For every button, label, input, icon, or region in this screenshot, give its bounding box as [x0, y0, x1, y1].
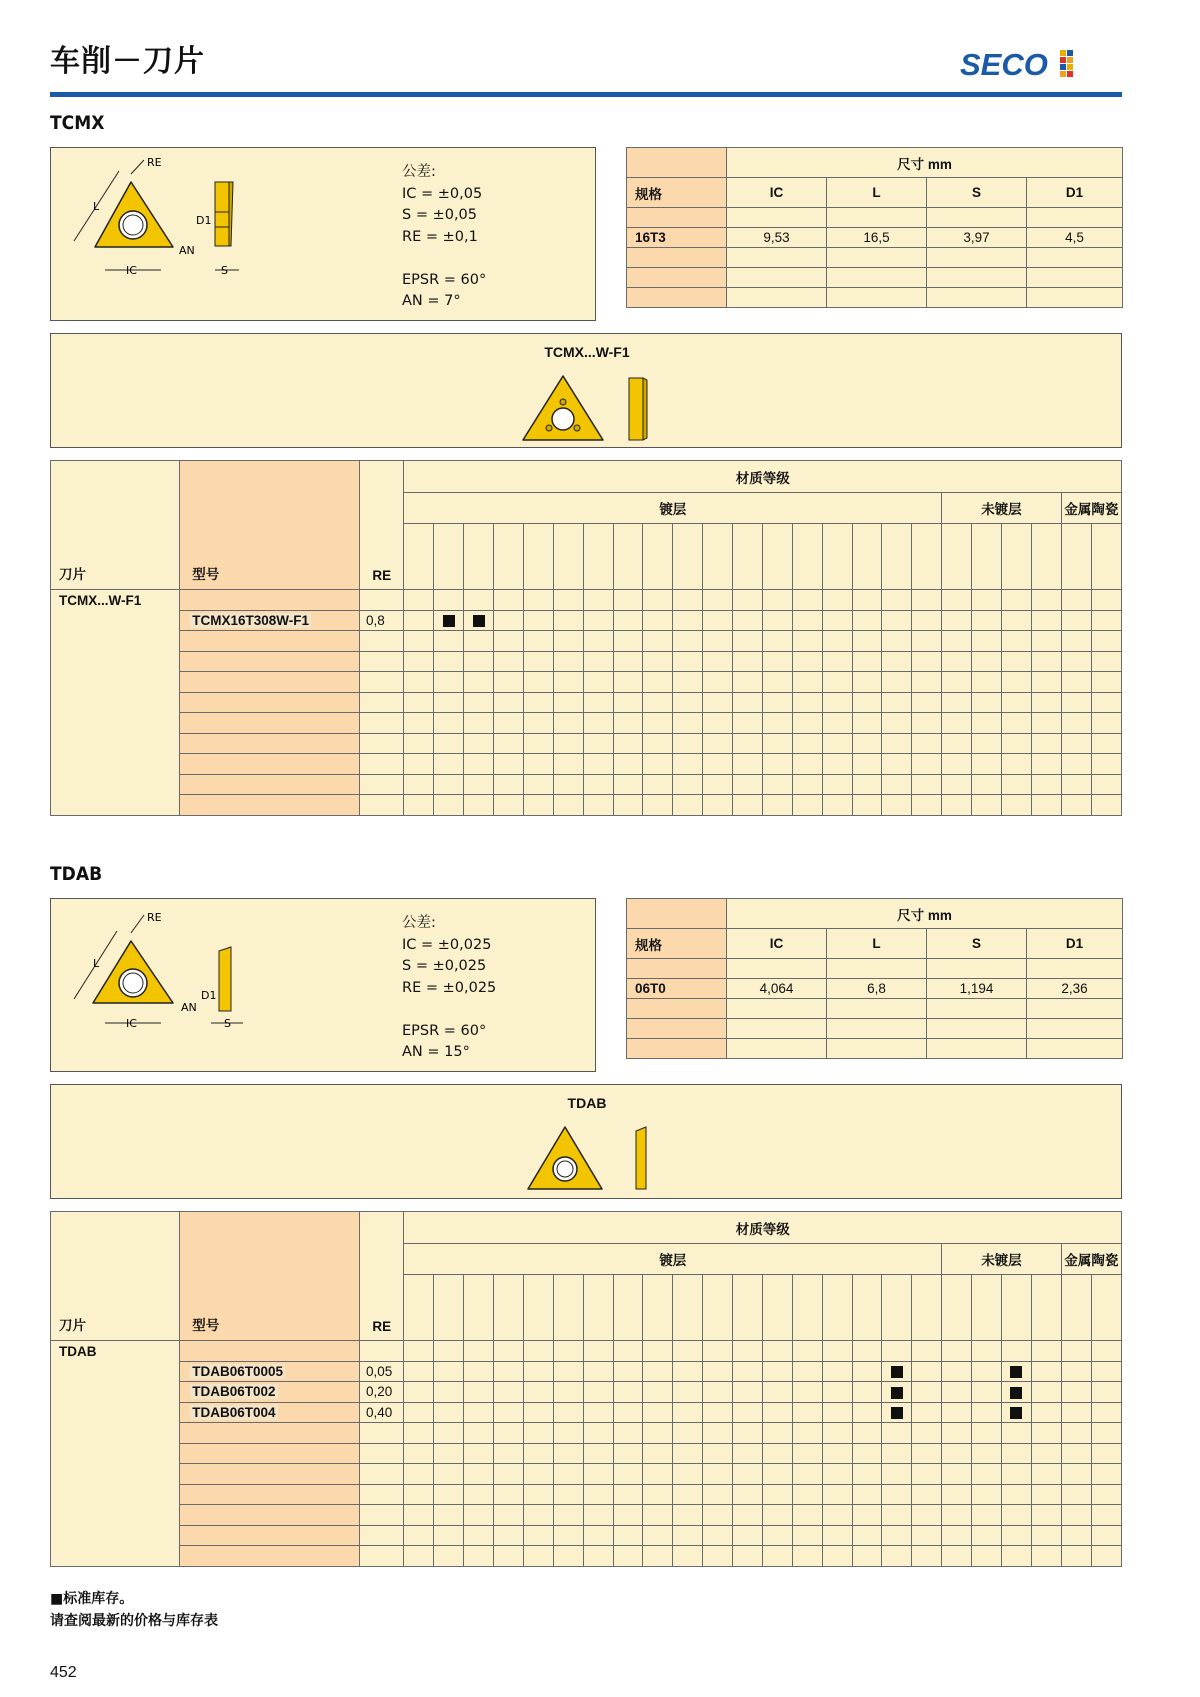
seco-logo	[960, 46, 1075, 82]
grade-cell	[523, 610, 553, 631]
grade-cell	[1031, 1402, 1061, 1423]
grade-header	[1001, 1275, 1031, 1341]
grade-header	[1001, 524, 1031, 590]
grade-cell	[792, 610, 822, 631]
grade-cell	[792, 1361, 822, 1382]
grade-cell	[972, 1402, 1002, 1423]
grade-header	[404, 524, 434, 590]
grade-cell	[494, 1361, 524, 1382]
grade-header	[733, 524, 763, 590]
grade-header	[1091, 524, 1121, 590]
grade-cell	[792, 1402, 822, 1423]
grade-cell	[553, 1361, 583, 1382]
grade-header	[1031, 524, 1061, 590]
grade-header	[703, 1275, 733, 1341]
grade-header	[553, 1275, 583, 1341]
grade-cell	[613, 1382, 643, 1403]
stock-mark-icon	[891, 1366, 903, 1378]
grade-cell	[673, 1361, 703, 1382]
grade-cell	[464, 1382, 494, 1403]
grade-cell	[762, 610, 792, 631]
grade-cell	[583, 610, 613, 631]
grade-header	[762, 524, 792, 590]
tdab-tolerance: 公差: IC = ±0,025 S = ±0,025 RE = ±0,025 EPSR = 60° AN = 15°	[402, 915, 497, 1060]
table-row	[51, 1382, 1122, 1403]
grade-cell	[643, 610, 673, 631]
svg-text:IC: IC	[126, 1017, 137, 1030]
grade-cell	[643, 1382, 673, 1403]
grade-cell	[464, 1361, 494, 1382]
stock-mark-icon	[1010, 1407, 1022, 1419]
grade-cell	[404, 1402, 434, 1423]
grade-header	[792, 524, 822, 590]
re-cell: 0,8	[360, 610, 404, 631]
grade-header	[1061, 524, 1091, 590]
svg-text:S: S	[224, 1017, 231, 1030]
grade-cell	[583, 1402, 613, 1423]
grade-cell	[882, 1382, 912, 1403]
table-row	[51, 610, 1122, 631]
svg-text:IC: IC	[126, 264, 137, 277]
grade-cell	[1061, 1382, 1091, 1403]
geometry-label: TDAB	[567, 1095, 607, 1111]
tdab-geometry-panel	[50, 1084, 1122, 1199]
stock-mark-icon	[1010, 1366, 1022, 1378]
grade-cell	[583, 1361, 613, 1382]
page-number: 452	[50, 1664, 77, 1681]
grade-cell	[762, 1361, 792, 1382]
grade-cell	[673, 610, 703, 631]
stock-mark-icon	[473, 615, 485, 627]
grade-header	[972, 524, 1002, 590]
grade-cell	[733, 1382, 763, 1403]
grade-cell	[912, 610, 942, 631]
table-row	[51, 713, 1122, 734]
tcmx-geometry-drawing	[521, 372, 671, 444]
svg-text:D1: D1	[201, 989, 217, 1002]
grade-header	[972, 1275, 1002, 1341]
table-row	[51, 1443, 1122, 1464]
grade-cell	[434, 1382, 464, 1403]
geometry-label: TCMX...W-F1	[544, 344, 630, 360]
tcmx-drawing-panel	[50, 147, 596, 321]
grade-cell	[1091, 610, 1121, 631]
grade-cell	[464, 610, 494, 631]
grade-cell	[434, 1361, 464, 1382]
grade-cell	[942, 610, 972, 631]
grade-cell	[553, 610, 583, 631]
grade-header	[882, 1275, 912, 1341]
table-row	[51, 1484, 1122, 1505]
grade-header	[792, 1275, 822, 1341]
grade-cell	[822, 610, 852, 631]
grade-cell	[733, 1402, 763, 1423]
grade-header	[643, 1275, 673, 1341]
grade-cell	[822, 1382, 852, 1403]
grade-cell	[1031, 1382, 1061, 1403]
grade-header	[434, 1275, 464, 1341]
model-cell: TDAB06T0005	[180, 1361, 360, 1382]
grade-cell	[882, 610, 912, 631]
grade-cell	[762, 1382, 792, 1403]
table-row	[51, 754, 1122, 775]
header-rule	[50, 92, 1122, 97]
grade-header	[523, 524, 553, 590]
svg-text:D1: D1	[196, 214, 212, 227]
grade-cell	[583, 1382, 613, 1403]
grade-header	[404, 1275, 434, 1341]
grade-header	[1091, 1275, 1121, 1341]
grade-cell	[1061, 1361, 1091, 1382]
grade-header	[583, 524, 613, 590]
grade-cell	[1001, 1402, 1031, 1423]
grade-cell	[434, 610, 464, 631]
footer-legend: ■标准库存。	[50, 1591, 134, 1607]
grade-cell	[434, 1402, 464, 1423]
grade-cell	[912, 1402, 942, 1423]
grade-header	[494, 524, 524, 590]
grade-cell	[703, 1402, 733, 1423]
table-row: TCMX...W-F1	[51, 590, 1122, 611]
grade-cell	[703, 610, 733, 631]
stock-mark-icon	[443, 615, 455, 627]
dim-row: 06T0 4,064 6,8 1,194 2,36	[627, 979, 1123, 999]
table-row	[51, 651, 1122, 672]
model-cell: TDAB06T004	[180, 1402, 360, 1423]
grade-cell	[972, 1361, 1002, 1382]
table-row	[51, 692, 1122, 713]
page-title: 车削－刀片	[50, 44, 205, 79]
grade-header	[762, 1275, 792, 1341]
grade-header	[942, 524, 972, 590]
table-row	[51, 1464, 1122, 1485]
model-cell: TCMX16T308W-F1	[180, 610, 360, 631]
grade-header	[852, 1275, 882, 1341]
stock-mark-icon	[891, 1387, 903, 1399]
table-row	[51, 774, 1122, 795]
grade-cell	[972, 1382, 1002, 1403]
grade-cell	[1001, 1382, 1031, 1403]
stock-mark-icon	[891, 1407, 903, 1419]
grade-cell	[912, 1382, 942, 1403]
table-row	[51, 1361, 1122, 1382]
grade-cell	[613, 1402, 643, 1423]
grade-header	[494, 1275, 524, 1341]
grade-cell	[762, 1402, 792, 1423]
grade-header	[553, 524, 583, 590]
grade-cell	[733, 1361, 763, 1382]
grade-cell	[494, 1382, 524, 1403]
table-row: TDAB	[51, 1341, 1122, 1362]
tcmx-insert-drawing	[69, 154, 279, 284]
grade-header	[434, 524, 464, 590]
section-title-tcmx: TCMX	[50, 112, 105, 134]
grade-cell	[613, 610, 643, 631]
grade-cell	[942, 1402, 972, 1423]
grade-cell	[1001, 610, 1031, 631]
stock-mark-icon	[1010, 1387, 1022, 1399]
grade-cell	[1031, 1361, 1061, 1382]
tdab-drawing-panel	[50, 898, 596, 1072]
grade-header	[912, 1275, 942, 1341]
footer-note: 请查阅最新的价格与库存表	[50, 1613, 218, 1629]
grade-cell	[523, 1402, 553, 1423]
grade-cell	[1001, 1361, 1031, 1382]
grade-cell	[882, 1361, 912, 1382]
grade-header	[1061, 1275, 1091, 1341]
tcmx-tolerance: 公差: IC = ±0,05 S = ±0,05 RE = ±0,1 EPSR = 60° AN = 7°	[402, 164, 487, 309]
grade-cell	[852, 1361, 882, 1382]
grade-cell	[1091, 1361, 1121, 1382]
grade-header	[942, 1275, 972, 1341]
grade-header	[733, 1275, 763, 1341]
grade-header	[464, 524, 494, 590]
grade-cell	[494, 1402, 524, 1423]
grade-cell	[912, 1361, 942, 1382]
grade-cell	[1061, 1402, 1091, 1423]
table-row	[51, 631, 1122, 652]
grade-cell	[553, 1382, 583, 1403]
tdab-dimension-table: 尺寸 mm 规格 IC L S D1 06T0 4,064 6,8 1,194 2,36	[626, 898, 1123, 1059]
grade-header	[822, 1275, 852, 1341]
model-cell: TDAB06T002	[180, 1382, 360, 1403]
svg-text:AN: AN	[181, 1001, 197, 1014]
grade-cell	[882, 1402, 912, 1423]
grade-header	[703, 524, 733, 590]
grade-cell	[643, 1361, 673, 1382]
table-row	[51, 1402, 1122, 1423]
re-cell: 0,05	[360, 1361, 404, 1382]
grade-header	[1031, 1275, 1061, 1341]
grade-cell	[523, 1361, 553, 1382]
table-row	[51, 795, 1122, 816]
grade-cell	[1091, 1402, 1121, 1423]
tdab-geometry-drawing	[526, 1123, 676, 1195]
svg-text:L: L	[93, 957, 100, 970]
grade-cell	[852, 610, 882, 631]
grade-cell	[494, 610, 524, 631]
grade-cell	[404, 1361, 434, 1382]
grade-cell	[404, 1382, 434, 1403]
grade-cell	[942, 1382, 972, 1403]
tcmx-geometry-panel	[50, 333, 1122, 448]
svg-text:AN: AN	[179, 244, 195, 257]
grade-header	[643, 524, 673, 590]
grade-cell	[792, 1382, 822, 1403]
grade-cell	[703, 1361, 733, 1382]
grade-cell	[523, 1382, 553, 1403]
grade-cell	[464, 1402, 494, 1423]
re-cell: 0,20	[360, 1382, 404, 1403]
tcmx-dimension-table: 尺寸 mm 规格 IC L S D1 16T3 9,53 16,5 3,97 4,5	[626, 147, 1123, 308]
svg-text:RE: RE	[147, 156, 162, 169]
grade-header	[673, 1275, 703, 1341]
grade-header	[613, 1275, 643, 1341]
grade-cell	[673, 1382, 703, 1403]
grade-cell	[613, 1361, 643, 1382]
re-cell: 0,40	[360, 1402, 404, 1423]
tdab-insert-drawing	[69, 905, 279, 1035]
grade-header	[523, 1275, 553, 1341]
grade-cell	[972, 610, 1002, 631]
table-row	[51, 1546, 1122, 1567]
grade-header	[822, 524, 852, 590]
grade-header	[882, 524, 912, 590]
grade-header	[852, 524, 882, 590]
grade-cell	[404, 610, 434, 631]
grade-cell	[822, 1402, 852, 1423]
tdab-grade-table: 刀片 型号 RE 材质等级 镀层 未镀层 金属陶瓷 TDAB TDAB06T0005 0,05 TDAB06T002 0,20 TDAB06T004 0,40	[50, 1211, 1122, 1567]
table-row	[51, 1525, 1122, 1546]
grade-header	[583, 1275, 613, 1341]
tcmx-grade-table: 刀片 型号 RE 材质等级 镀层 未镀层 金属陶瓷 TCMX...W-F1 TCMX16T308W-F1 0,8	[50, 460, 1122, 816]
grade-header	[464, 1275, 494, 1341]
svg-text:SECO: SECO	[960, 47, 1048, 82]
svg-text:S: S	[221, 264, 228, 277]
grade-cell	[852, 1402, 882, 1423]
table-row	[51, 1505, 1122, 1526]
section-title-tdab: TDAB	[50, 863, 103, 885]
svg-text:RE: RE	[147, 911, 162, 924]
grade-cell	[942, 1361, 972, 1382]
grade-header	[912, 524, 942, 590]
grade-cell	[643, 1402, 673, 1423]
grade-header	[673, 524, 703, 590]
table-row	[51, 672, 1122, 693]
grade-header	[613, 524, 643, 590]
grade-cell	[822, 1361, 852, 1382]
grade-cell	[703, 1382, 733, 1403]
grade-cell	[852, 1382, 882, 1403]
grade-cell	[553, 1402, 583, 1423]
grade-cell	[673, 1402, 703, 1423]
table-row	[51, 733, 1122, 754]
grade-cell	[733, 610, 763, 631]
grade-cell	[1091, 1382, 1121, 1403]
grade-cell	[1061, 610, 1091, 631]
grade-cell	[1031, 610, 1061, 631]
table-row	[51, 1423, 1122, 1444]
dim-row: 16T3 9,53 16,5 3,97 4,5	[627, 228, 1123, 248]
svg-text:L: L	[93, 200, 100, 213]
